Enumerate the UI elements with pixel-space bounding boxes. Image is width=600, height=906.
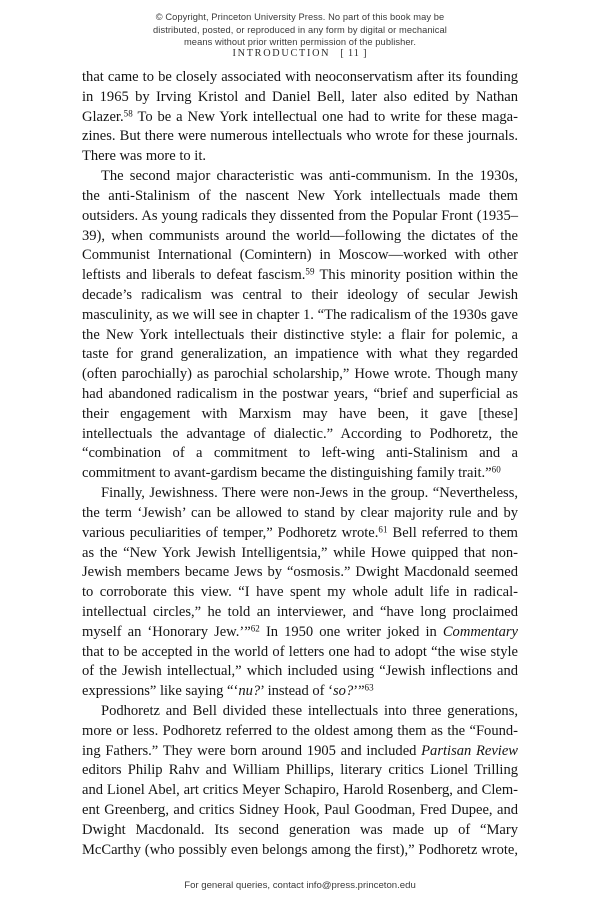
footnote-marker-61: 61 xyxy=(378,524,388,534)
footnote-marker-59: 59 xyxy=(305,266,315,277)
running-head xyxy=(0,48,600,59)
footnote-marker-60: 60 xyxy=(491,464,501,475)
footnote-marker-63: 63 xyxy=(364,682,374,693)
copyright-notice xyxy=(0,11,600,49)
paragraph-continued: that came to be closely associated with neoconservatism after its founding in 1965 by Irving Kristol and Daniel Bell, later also edited by Nathan Glazer.$^{58}$ To be a New York intellectual one had to write for these magazines. But there were numerous intellectuals who wrote for these journals. There was more to it. xyxy=(82,69,518,165)
footnote-marker-62: 62 xyxy=(250,623,260,634)
title-partisan-review: Partisan Review xyxy=(421,742,519,759)
paragraph-anticommunism: The second major characteristic was anti-communism. In the 1930s, the anti-Stalinism of the nascent New York intellectuals made them outsiders. As young radicals they dissented from the Popular Front (1935–39), when communists around the world—following the dictates of the Communist International (Comintern) in Moscow—worked with other leftists and liberals to defeat fascism.$^{59}$ This minority position within the decade’s radicalism was central to their ideology of secular Jewish masculinity, as we will see in chapter 1. “The radicalism of the 1930s gave the New York intellectuals their distinctive style: a flair for polemic, a taste for grand generalization, an impatience with what they regarded (often parochially) as parochial scholarship,” Howe wrote. Though many had abandoned radicalism in the postwar years, “brief and superficial as their engagement with Marxism may have been, it gave [these] intellectuals the advantage of dialectic.” According to Podhoretz, the “combination of a commitment to left-wing anti-Stalinism and a commitment to avant-gardism became the distinguishing family trait.”$^{60}$ xyxy=(82,168,518,482)
paragraph-jewishness: Finally, Jewishness. There were non-Jews in the group. “Nevertheless, the term ‘Jewish’ can be allowed to stand by clear majority rule and by various peculiarities of temper,” Podhoretz wrote.$^{61}$ Bell referred to them as the “New York Jewish Intelligentsia,” while Howe quipped that non-Jewish members became Jews by “osmosis.” Dwight Macdonald seemed to corroborate this view. “I have spent my whole adult life in radical-intellectual circles,” he told an interviewer, and “have long proclaimed myself an ‘Honorary Jew.’”$^{62}$ In 1950 one writer joked in Commentary that to be accepted in the world of letters one had to adopt “the wise style of the Jewish intellectual,” which included using “Jewish inflections and expressions” like saying “‘nu?’ instead of ‘so?’”$^{63}$ xyxy=(82,485,518,700)
footer-queries-note: For general queries, contact info@press.princeton.edu xyxy=(184,880,416,891)
running-head-title: INTRODUCTION xyxy=(232,48,331,59)
word-so: so? xyxy=(333,683,354,700)
copyright-line-1: © Copyright, Princeton University Press. No part of this book may be xyxy=(155,12,445,22)
title-commentary: Commentary xyxy=(442,623,518,640)
paragraph-generations: Podhoretz and Bell divided these intellectuals into three generations, more or less. Podhoretz referred to the oldest among them as the “Founding Fathers.” They were born around 1905 and included Partisan Review editors Philip Rahv and William Phillips, literary critics Lionel Trilling and Lionel Abel, art critics Meyer Schapiro, Harold Rosenberg, and Clement Greenberg, and critics Sidney Hook, Paul Goodman, Fred Dupee, and Dwight Macdonald. Its second generation was made up of “Mary McCarthy (who possibly even belongs among the first),” Podhoretz wrote, xyxy=(82,703,519,858)
footnote-marker-58: 58 xyxy=(123,107,133,118)
page-number: [ 11 ] xyxy=(340,48,368,59)
body-text-block xyxy=(82,68,518,861)
copyright-line-2: distributed, posted, or reproduced in any form by digital or mechanical xyxy=(153,24,447,35)
word-nu: nu? xyxy=(238,683,261,700)
copyright-line-3: means without prior written permission of the publisher. xyxy=(183,37,417,48)
